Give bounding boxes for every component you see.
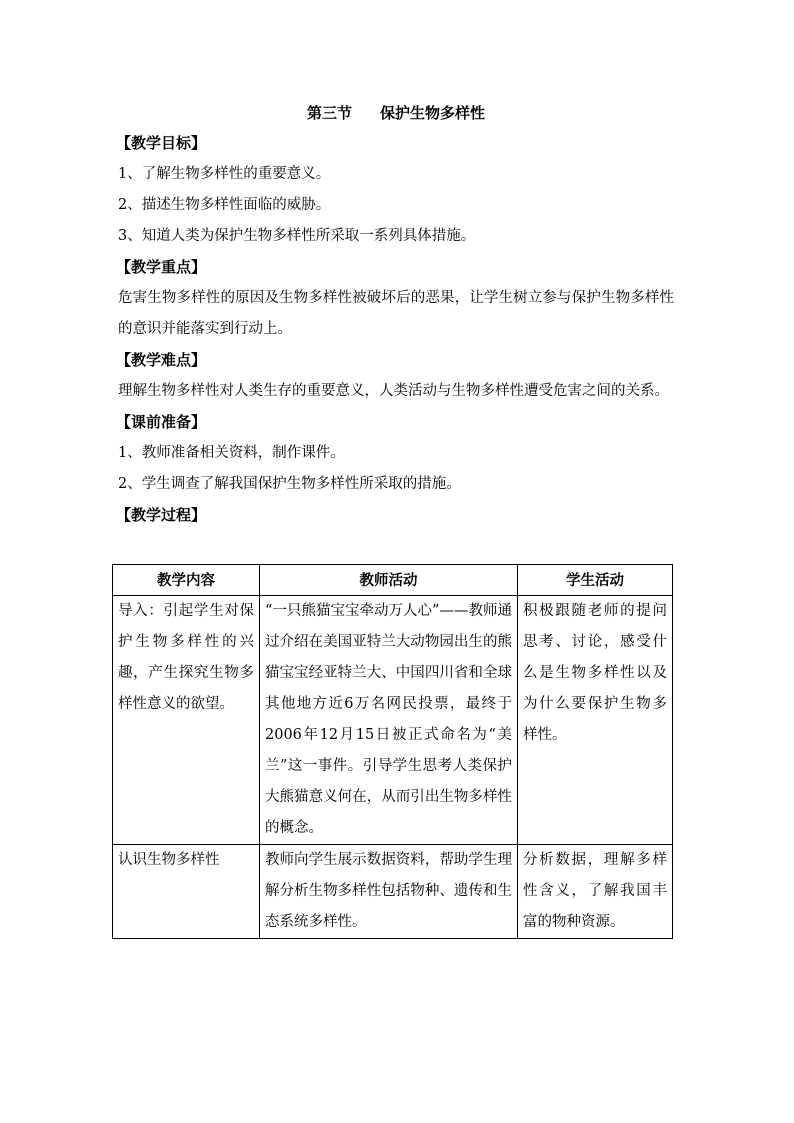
row-1-content: 导入：引起学生对保护生物多样性的兴趣，产生探究生物多样性意义的欲望。 xyxy=(113,596,260,845)
row-1-teacher: “一只熊猫宝宝牵动万人心”——教师通过介绍在美国亚特兰大动物园出生的熊猫宝宝经亚特兰大、中国四川省和全球其他地方近6万名网民投票，最终于2006年12月15日被正式命名为“美兰”这一事件。引导学生思考人类保护大熊猫意义何在，从而引出生物多样性的概念。 xyxy=(260,596,518,845)
key-points-text: 危害生物多样性的原因及生物多样性被破坏后的恶果，让学生树立参与保护生物多样性的意识并能落实到行动上。 xyxy=(118,290,674,337)
objective-item-2: 2、描述生物多样性面临的威胁。 xyxy=(118,197,331,213)
process-heading: 【教学过程】 xyxy=(116,506,207,524)
row-2-student: 分析数据，理解多样性含义，了解我国丰富的物种资源。 xyxy=(518,845,673,939)
document-page xyxy=(116,98,674,930)
key-points-heading: 【教学重点】 xyxy=(116,258,207,276)
column-header-teacher: 教师活动 xyxy=(260,565,518,596)
objectives-heading: 【教学目标】 xyxy=(116,134,207,152)
preparation-item-2: 2、学生调查了解我国保护生物多样性所采取的措施。 xyxy=(118,476,461,492)
objective-item-3: 3、知道人类为保护生物多样性所采取一系列具体措施。 xyxy=(118,228,476,244)
column-header-content: 教学内容 xyxy=(113,565,260,596)
process-table xyxy=(112,564,673,939)
table-row xyxy=(113,845,673,939)
table-row xyxy=(113,596,673,845)
preparation-heading: 【课前准备】 xyxy=(116,413,207,431)
objective-item-1: 1、了解生物多样性的重要意义。 xyxy=(118,166,331,182)
page-title xyxy=(118,98,674,128)
column-header-student: 学生活动 xyxy=(518,565,673,596)
row-2-content: 认识生物多样性 xyxy=(113,845,260,939)
difficulties-text: 理解生物多样性对人类生存的重要意义，人类活动与生物多样性遭受危害之间的关系。 xyxy=(118,383,669,399)
preparation-item-1: 1、教师准备相关资料，制作课件。 xyxy=(118,445,345,461)
section-name: 保护生物多样性 xyxy=(380,104,486,122)
row-1-student: 积极跟随老师的提问思考、讨论，感受什么是生物多样性以及为什么要保护生物多样性。 xyxy=(518,596,673,845)
table-header-row xyxy=(113,565,673,596)
section-number: 第三节 xyxy=(306,104,352,122)
row-2-teacher: 教师向学生展示数据资料，帮助学生理解分析生物多样性包括物种、遗传和生态系统多样性。 xyxy=(260,845,518,939)
difficulties-heading: 【教学难点】 xyxy=(116,351,207,369)
